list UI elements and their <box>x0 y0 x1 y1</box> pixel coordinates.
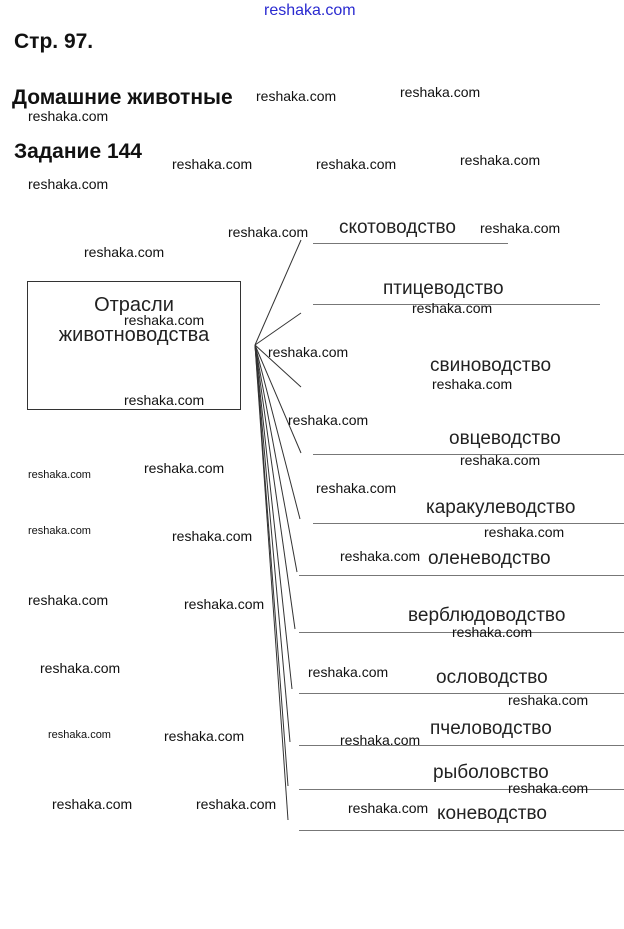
watermark: reshaka.com <box>256 88 337 104</box>
watermark: reshaka.com <box>348 800 429 816</box>
watermark: reshaka.com <box>308 664 389 680</box>
watermark: reshaka.com <box>460 152 541 168</box>
watermark: reshaka.com <box>172 528 253 544</box>
branch-label: птицеводство <box>383 278 504 299</box>
watermark: reshaka.com <box>508 780 589 796</box>
watermark: reshaka.com <box>144 460 225 476</box>
root-label-line-2: животноводства <box>58 324 210 346</box>
branch-underline <box>313 243 508 244</box>
root-box <box>27 281 241 410</box>
watermark: reshaka.com <box>28 592 109 608</box>
branch-label: ословодство <box>436 667 548 688</box>
watermark: reshaka.com <box>228 224 309 240</box>
watermark: reshaka.com <box>480 220 561 236</box>
branch-label: каракулеводство <box>426 497 576 518</box>
branch-underline <box>313 523 624 524</box>
watermark: reshaka.com <box>164 728 245 744</box>
watermark: reshaka.com <box>124 392 205 408</box>
watermark: reshaka.com <box>124 312 205 328</box>
watermark: reshaka.com <box>84 244 165 260</box>
watermark: reshaka.com <box>52 796 133 812</box>
watermark: reshaka.com <box>316 480 397 496</box>
watermark: reshaka.com <box>316 156 397 172</box>
watermark: reshaka.com <box>28 176 109 192</box>
watermark: reshaka.com <box>432 376 513 392</box>
site-watermark-link[interactable]: reshaka.com <box>264 2 356 19</box>
watermark: reshaka.com <box>508 692 589 708</box>
watermark: reshaka.com <box>452 624 533 640</box>
branch-label: пчеловодство <box>430 718 552 739</box>
connector-line <box>255 345 295 629</box>
connector-line <box>255 345 290 742</box>
branch-underline <box>299 830 624 831</box>
branch-label: свиноводство <box>430 355 552 376</box>
root-label-line-1: Отрасли <box>94 294 174 316</box>
connector-line <box>255 345 288 820</box>
branch-label: скотоводство <box>339 217 456 238</box>
branch-label: рыболовство <box>433 762 549 783</box>
topic-title: Домашние животные <box>12 86 233 109</box>
branch-label: коневодство <box>437 803 547 824</box>
watermark: reshaka.com <box>28 108 109 124</box>
branch-underline <box>299 575 624 576</box>
watermark: reshaka.com <box>400 84 481 100</box>
watermark: reshaka.com <box>268 344 349 360</box>
watermark: reshaka.com <box>48 729 111 741</box>
watermark: reshaka.com <box>412 300 493 316</box>
task-number: Задание 144 <box>14 140 142 163</box>
watermark: reshaka.com <box>484 524 565 540</box>
watermark: reshaka.com <box>340 732 421 748</box>
branch-label: овцеводство <box>449 428 561 449</box>
watermark: reshaka.com <box>288 412 369 428</box>
watermark: reshaka.com <box>172 156 253 172</box>
watermark: reshaka.com <box>460 452 541 468</box>
branch-label: верблюдоводство <box>408 605 566 626</box>
watermark: reshaka.com <box>28 469 91 481</box>
watermark: reshaka.com <box>340 548 421 564</box>
watermark: reshaka.com <box>40 660 121 676</box>
branch-label: оленеводство <box>428 548 551 569</box>
watermark: reshaka.com <box>184 596 265 612</box>
watermark: reshaka.com <box>28 525 91 537</box>
watermark: reshaka.com <box>196 796 277 812</box>
page-reference: Стр. 97. <box>14 30 94 53</box>
